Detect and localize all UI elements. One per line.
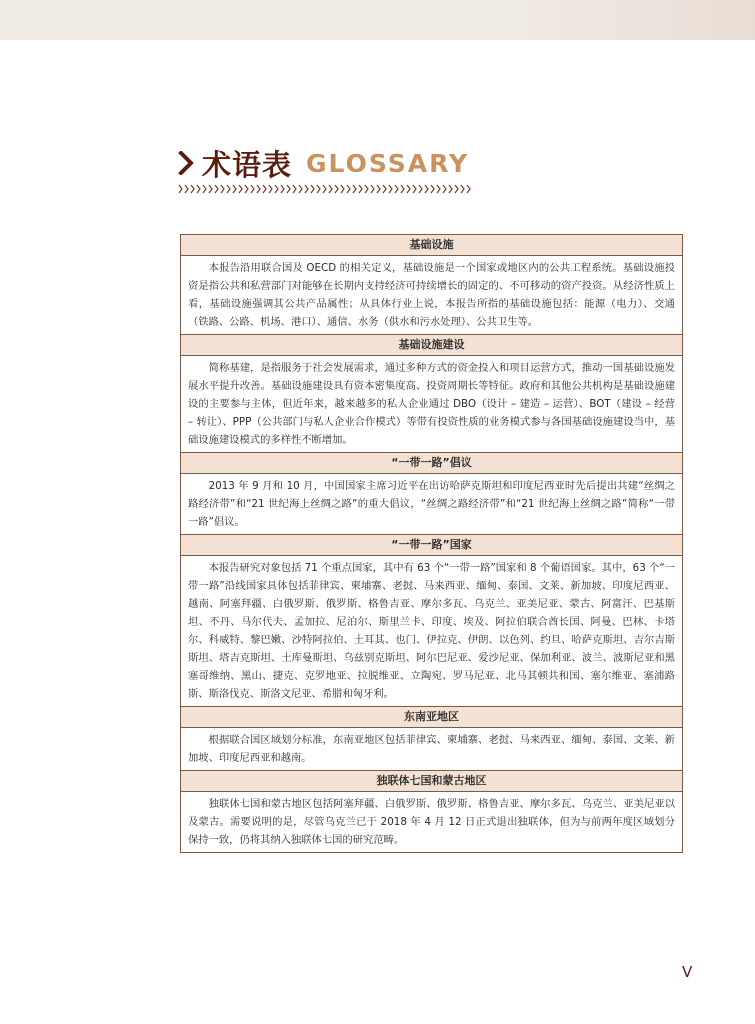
chevron-mark (305, 185, 308, 193)
chevron-mark (239, 185, 242, 193)
chevron-mark (419, 185, 422, 193)
chevron-mark (251, 185, 254, 193)
glossary-entry (181, 707, 682, 771)
chevron-divider (178, 184, 473, 194)
chevron-mark (437, 185, 440, 193)
glossary-entry (181, 453, 682, 535)
chevron-mark (467, 185, 470, 193)
glossary-term: 基础设施 (181, 235, 682, 256)
chevron-mark (245, 185, 248, 193)
chevron-mark (311, 185, 314, 193)
chevron-mark (233, 185, 236, 193)
chevron-mark (461, 185, 464, 193)
glossary-term: “一带一路”国家 (181, 535, 682, 556)
glossary-table (180, 234, 683, 853)
chevron-mark (359, 185, 362, 193)
chevron-mark (209, 185, 212, 193)
chevron-mark (401, 185, 404, 193)
glossary-term: 独联体七国和蒙古地区 (181, 771, 682, 792)
chevron-mark (449, 185, 452, 193)
glossary-entry (181, 335, 682, 453)
chevron-mark (341, 185, 344, 193)
chevron-mark (221, 185, 224, 193)
chevron-mark (203, 185, 206, 193)
chevron-mark (293, 185, 296, 193)
glossary-definition: 简称基建，是指服务于社会发展需求，通过多种方式的资金投入和项目运营方式，推动一国基础设施发展水平提升改善。基础设施建设具有资本密集度高、投资周期长等特征。政府和其他公共机构是基础设施建设的主要参与主体，但近年来，越来越多的私人企业通过 DBO（设计 – 建造 – 运营）、BOT（建设 – 经营 – 转让）、PPP（公共部门与私人企业合作模式）等带有投资性质的业务模式参与各国基础设施建设当中，基础设施建设模式的多样性不断增加。 (181, 356, 682, 453)
chevron-mark (275, 185, 278, 193)
glossary-term: 东南亚地区 (181, 707, 682, 728)
chevron-mark (179, 185, 182, 193)
chevron-mark (287, 185, 290, 193)
chevron-mark (377, 185, 380, 193)
chevron-mark (365, 185, 368, 193)
chevron-mark (215, 185, 218, 193)
chevron-mark (425, 185, 428, 193)
chevron-mark (335, 185, 338, 193)
top-decorative-band (0, 0, 755, 40)
chevron-mark (257, 185, 260, 193)
chevron-mark (197, 185, 200, 193)
chevron-mark (263, 185, 266, 193)
chevron-mark (227, 185, 230, 193)
chevron-mark (269, 185, 272, 193)
chevron-mark (281, 185, 284, 193)
glossary-definition: 本报告研究对象包括 71 个重点国家，其中有 63 个“一带一路”国家和 8 个葡语国家。其中，63 个“一带一路”沿线国家具体包括菲律宾、柬埔寨、老挝、马来西亚、缅甸、泰国、文莱、新加坡、印度尼西亚、越南、阿塞拜疆、白俄罗斯、俄罗斯、格鲁吉亚、摩尔多瓦、乌克兰、亚美尼亚、蒙古、阿富汗、巴基斯坦、不丹、马尔代夫、孟加拉、尼泊尔、斯里兰卡、印度、埃及、阿拉伯联合酋长国、阿曼、巴林、卡塔尔、科威特、黎巴嫩、沙特阿拉伯、土耳其、也门、伊拉克、伊朗、以色列、约旦、哈萨克斯坦、吉尔吉斯斯坦、塔吉克斯坦、土库曼斯坦、乌兹别克斯坦、阿尔巴尼亚、爱沙尼亚、保加利亚、波兰、波斯尼亚和黑塞哥维纳、黑山、捷克、克罗地亚、拉脱维亚、立陶宛、罗马尼亚、北马其顿共和国、塞尔维亚、塞浦路斯、斯洛伐克、斯洛文尼亚、希腊和匈牙利。 (181, 556, 682, 707)
chevron-mark (407, 185, 410, 193)
glossary-entry (181, 535, 682, 707)
chevron-mark (389, 185, 392, 193)
glossary-definition: 2013 年 9 月和 10 月，中国国家主席习近平在出访哈萨克斯坦和印度尼西亚时先后提出共建“丝绸之路经济带”和“21 世纪海上丝绸之路”的重大倡议，“丝绸之路经济带”和“21 世纪海上丝绸之路”简称“一带一路”倡议。 (181, 474, 682, 535)
page-title: 术语表 (202, 147, 293, 182)
glossary-term: “一带一路”倡议 (181, 453, 682, 474)
chevron-mark (371, 185, 374, 193)
chevron-mark (413, 185, 416, 193)
glossary-entry (181, 771, 682, 852)
chevron-mark (185, 185, 188, 193)
chevron-mark (443, 185, 446, 193)
chevron-mark (455, 185, 458, 193)
glossary-entry (181, 235, 682, 335)
glossary-definition: 独联体七国和蒙古地区包括阿塞拜疆、白俄罗斯、俄罗斯、格鲁吉亚、摩尔多瓦、乌克兰、亚美尼亚以及蒙古。需要说明的是，尽管乌克兰已于 2018 年 4 月 12 日正式退出独联体，但为与前两年度区域划分保持一致，仍将其纳入独联体七国的研究范畴。 (188, 798, 675, 846)
chevron-right-icon (178, 151, 194, 175)
chevron-mark (323, 185, 326, 193)
chevron-mark (299, 185, 302, 193)
chevron-mark (191, 185, 194, 193)
page-title-english: GLOSSARY (306, 148, 470, 178)
chevron-mark (431, 185, 434, 193)
glossary-definition: 根据联合国区域划分标准，东南亚地区包括菲律宾、柬埔寨、老挝、马来西亚、缅甸、泰国、文莱、新加坡、印度尼西亚和越南。 (181, 728, 682, 771)
chevron-mark (353, 185, 356, 193)
chevron-mark (317, 185, 320, 193)
page-header (178, 143, 469, 183)
glossary-term: 基础设施建设 (181, 335, 682, 356)
glossary-definition: 本报告沿用联合国及 OECD 的相关定义，基础设施是一个国家或地区内的公共工程系统。基础设施投资是指公共和私营部门对能够在长期内支持经济可持续增长的固定的、不可移动的资产投资。从经济性质上看，基础设施强调其公共产品属性；从具体行业上说，本报告所指的基础设施包括：能源（电力）、交通（铁路、公路、机场、港口）、通信、水务（供水和污水处理）、公共卫生等。 (181, 256, 682, 335)
top-band-shade (495, 0, 755, 40)
page-number: V (682, 963, 693, 981)
chevron-mark (395, 185, 398, 193)
chevron-mark (347, 185, 350, 193)
chevron-mark (329, 185, 332, 193)
chevron-mark (383, 185, 386, 193)
